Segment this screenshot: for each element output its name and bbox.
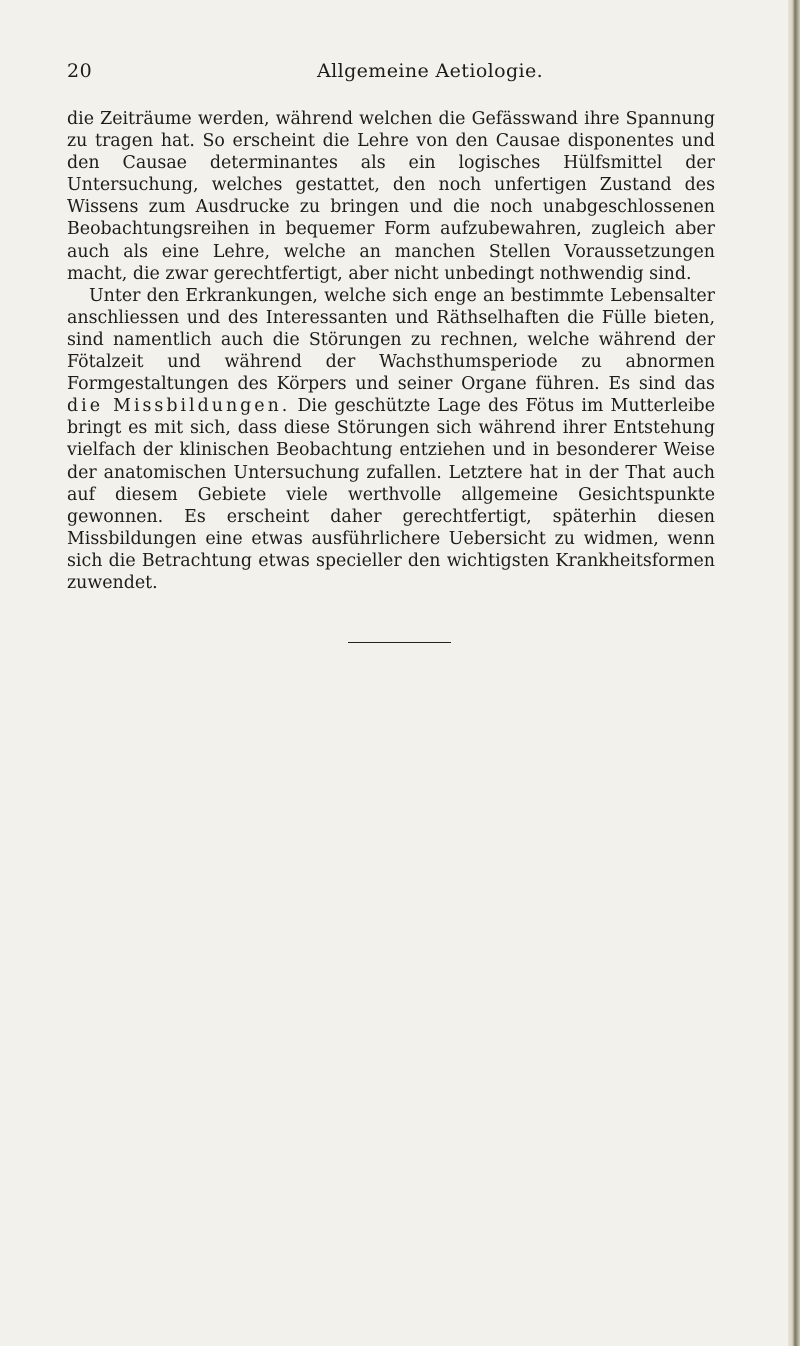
section-divider-rule	[348, 642, 451, 643]
page-edge	[788, 0, 800, 1346]
page-number: 20	[67, 60, 93, 82]
emphasis-missbildungen: die Missbildungen.	[67, 396, 291, 417]
page-header	[67, 60, 715, 88]
body-text	[67, 108, 715, 594]
paragraph-2-text-after: Die geschützte Lage des Fötus im Mutterleibe bringt es mit sich, dass diese Störungen sich während ihrer Entstehung vielfach der klinischen Beobachtung entziehen und in besonderer Weise der anatomischen Untersuchung zufallen. Letztere hat in der That auch auf diesem Gebiete viele werthvolle allgemeine Gesichtspunkte gewonnen. Es erscheint daher gerechtfertigt, späterhin diesen Missbildungen eine etwas ausführlichere Uebersicht zu widmen, wenn sich die Betrachtung etwas specieller den wichtigsten Krankheitsformen zuwendet.	[67, 396, 715, 593]
paragraph-2	[67, 285, 715, 594]
paragraph-1: die Zeiträume werden, während welchen die Gefässwand ihre Spannung zu tragen hat. So erscheint die Lehre von den Causae disponentes und den Causae determinantes als ein logisches Hülfsmittel der Untersuchung, welches gestattet, den noch unfertigen Zustand des Wissens zum Ausdrucke zu bringen und die noch unabgeschlossenen Beobachtungsreihen in bequemer Form aufzubewahren, zugleich aber auch als eine Lehre, welche an manchen Stellen Voraussetzungen macht, die zwar gerechtfertigt, aber nicht unbedingt nothwendig sind.	[67, 109, 715, 284]
running-title: Allgemeine Aetiologie.	[317, 60, 544, 82]
paragraph-2-text-before: Unter den Erkrankungen, welche sich enge an bestimmte Lebensalter anschliessen und des Interessanten und Räthselhaften die Fülle bieten, sind namentlich auch die Störungen zu rechnen, welche während der Fötalzeit und während der Wachsthumsperiode zu abnormen Formgestaltungen des Körpers und seiner Organe führen. Es sind das	[67, 285, 715, 395]
